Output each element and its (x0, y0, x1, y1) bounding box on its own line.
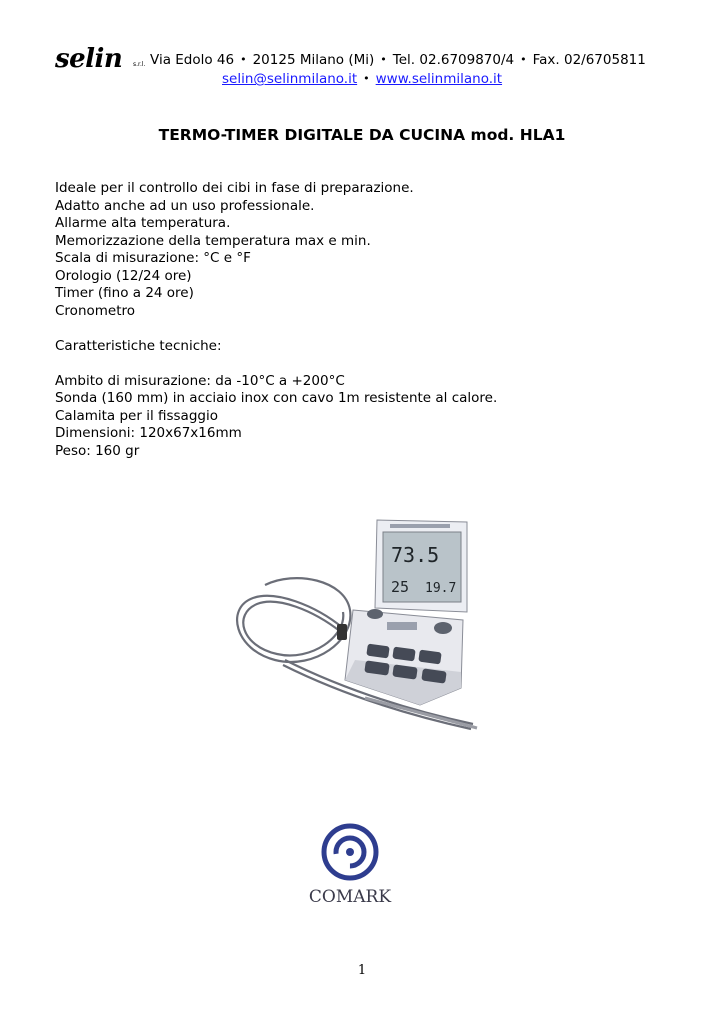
spec-line: Ambito di misurazione: da -10°C a +200°C (55, 372, 345, 389)
address-city: 20125 Milano (Mi) (252, 52, 375, 68)
brand-logo: selin (55, 44, 123, 74)
feature-line: Timer (fino a 24 ore) (55, 285, 194, 301)
cable-plug (337, 624, 347, 640)
comark-emblem-icon (324, 826, 376, 878)
feature-line: Allarme alta temperatura. (55, 215, 231, 231)
spec-line: Dimensioni: 120x67x16mm (55, 425, 242, 441)
brand-suffix: s.r.l. (133, 61, 146, 68)
page-number: 1 (357, 963, 367, 978)
logo-text: COMARK (308, 887, 392, 907)
feature-line: Ideale per il controllo dei cibi in fase di preparazione. (55, 180, 414, 196)
display-main-reading: 73.5 (391, 543, 440, 567)
address-street: Via Edolo 46 (150, 52, 235, 68)
separator-dot: • (240, 53, 247, 66)
feature-line: Cronometro (55, 302, 136, 319)
specs-heading: Caratteristiche tecniche: (55, 337, 222, 354)
feature-line: Orologio (12/24 ore) (55, 267, 192, 284)
display-secondary-right: 19.7 (425, 581, 457, 596)
email-link[interactable]: selin@selinmilano.it (222, 71, 358, 87)
side-knob-right (434, 622, 452, 634)
address-phone: Tel. 02.6709870/4 (392, 52, 515, 68)
contact-links (222, 71, 502, 87)
side-knob-left (367, 609, 383, 619)
spec-line: Calamita per il fissaggio (55, 407, 218, 424)
spec-line: Peso: 160 gr (55, 442, 140, 459)
feature-line: Scala di misurazione: °C e °F (55, 250, 251, 266)
document-body (55, 180, 497, 460)
document-title: TERMO-TIMER DIGITALE DA CUCINA mod. HLA1 (158, 126, 566, 144)
comark-logo (290, 822, 410, 910)
feature-line: Adatto anche ad un uso professionale. (55, 197, 315, 214)
display-secondary-left: 25 (391, 578, 410, 596)
product-photo (215, 510, 495, 765)
feature-line: Memorizzazione della temperatura max e min. (55, 232, 371, 249)
separator-dot: • (520, 53, 527, 66)
address-line (150, 52, 646, 68)
display-panel (375, 520, 467, 612)
separator-dot: • (380, 53, 387, 66)
spec-line: Sonda (160 mm) in acciaio inox con cavo 1m resistente al calore. (55, 390, 498, 406)
address-fax: Fax. 02/6705811 (532, 52, 646, 68)
website-link[interactable]: www.selinmilano.it (375, 71, 503, 87)
label-plate (387, 622, 417, 630)
separator-dot: • (363, 72, 370, 85)
